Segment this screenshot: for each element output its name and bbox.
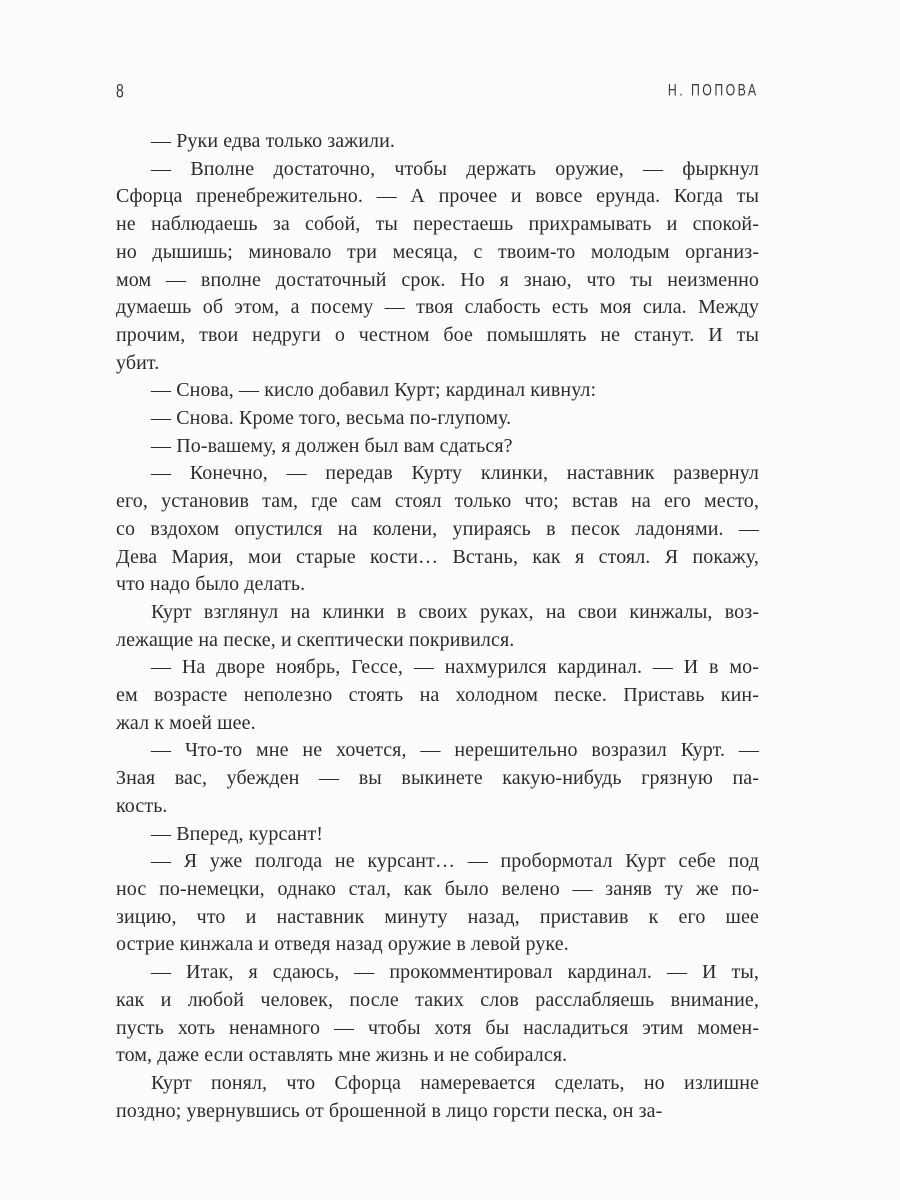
paragraph xyxy=(116,128,759,156)
text-line: не наблюдаешь за собой, ты перестаешь прихрамывать и спокой- xyxy=(116,213,759,236)
paragraph xyxy=(116,1070,759,1125)
text-line: лежащие на песке, и скептически покривился. xyxy=(116,628,515,651)
paragraph xyxy=(116,821,759,849)
paragraph xyxy=(116,848,759,959)
text-line: острие кинжала и отведя назад оружие в левой руке. xyxy=(116,933,569,956)
text-line: пусть хоть ненамного — чтобы хотя бы насладиться этим момен- xyxy=(116,1016,759,1039)
text-line: — Снова, — кисло добавил Курт; кардинал кивнул: xyxy=(151,379,597,402)
text-line: кость. xyxy=(116,794,168,817)
text-line: но дышишь; миновало три месяца, с твоим-то молодым организ- xyxy=(116,240,759,263)
text-line: — Я уже полгода не курсант… — пробормотал Курт себе под xyxy=(151,850,759,873)
paragraph xyxy=(116,405,759,433)
text-line: — Руки едва только зажили. xyxy=(151,130,395,152)
paragraph xyxy=(116,599,759,654)
text-line: прочим, твои недруги о честном бое помышлять не станут. И ты xyxy=(116,323,759,346)
text-line: убит. xyxy=(116,351,160,374)
text-line: том, даже если оставлять мне жизнь и не собирался. xyxy=(116,1044,568,1067)
paragraph xyxy=(116,654,759,737)
running-header-author: Н. ПОПОВА xyxy=(668,81,759,100)
text-line: Дева Мария, мои старые кости… Встань, как я стоял. Я покажу, xyxy=(116,545,759,568)
paragraph xyxy=(116,737,759,820)
text-line: Курт понял, что Сфорца намеревается сделать, но излишне xyxy=(151,1071,759,1094)
paragraph xyxy=(116,156,759,378)
text-line: — Что-то мне не хочется, — нерешительно возразил Курт. — xyxy=(151,739,759,762)
text-line: — Итак, я сдаюсь, — прокомментировал кардинал. — И ты, xyxy=(151,961,759,984)
text-line: его, установив там, где сам стоял только что; встав на его место, xyxy=(116,490,759,513)
text-line: — На дворе ноябрь, Гессе, — нахмурился кардинал. — И в мо- xyxy=(151,656,759,679)
text-line: ем возрасте неполезно стоять на холодном песке. Приставь кин- xyxy=(116,684,759,707)
text-line: — Снова. Кроме того, весьма по-глупому. xyxy=(151,407,512,430)
text-line: Зная вас, убежден — вы выкинете какую-нибудь грязную па- xyxy=(116,767,759,790)
text-line: зицию, что и наставник минуту назад, приставив к его шее xyxy=(116,905,759,928)
text-line: как и любой человек, после таких слов расслабляешь внимание, xyxy=(116,988,759,1011)
text-line: жал к моей шее. xyxy=(116,711,256,734)
text-line: — Вполне достаточно, чтобы держать оружие, — фыркнул xyxy=(151,157,759,180)
paragraph xyxy=(116,433,759,461)
text-line: — По-вашему, я должен был вам сдаться? xyxy=(151,434,513,457)
text-line: — Конечно, — передав Курту клинки, наставник развернул xyxy=(151,462,759,485)
text-line: со вздохом опустился на колени, упираясь в песок ладонями. — xyxy=(116,517,759,540)
text-line: — Вперед, курсант! xyxy=(151,822,324,845)
text-line: Сфорца пренебрежительно. — А прочее и вовсе ерунда. Когда ты xyxy=(116,185,759,208)
text-block xyxy=(116,128,759,1125)
text-line: что надо было делать. xyxy=(116,573,306,596)
paragraph xyxy=(116,460,759,599)
text-line: Курт взглянул на клинки в своих руках, на свои кинжалы, воз- xyxy=(151,600,759,623)
text-line: думаешь об этом, а посему — твоя слабость есть моя сила. Между xyxy=(116,296,759,319)
paragraph xyxy=(116,377,759,405)
page-number: 8 xyxy=(116,80,124,102)
paragraph xyxy=(116,959,759,1070)
text-line: мом — вполне достаточный срок. Но я знаю, что ты неизменно xyxy=(116,268,759,291)
text-line: поздно; увернувшись от брошенной в лицо горсти песка, он за- xyxy=(116,1099,663,1122)
text-line: нос по-немецки, однако стал, как было велено — заняв ту же по- xyxy=(116,877,759,900)
page-header xyxy=(116,82,759,102)
